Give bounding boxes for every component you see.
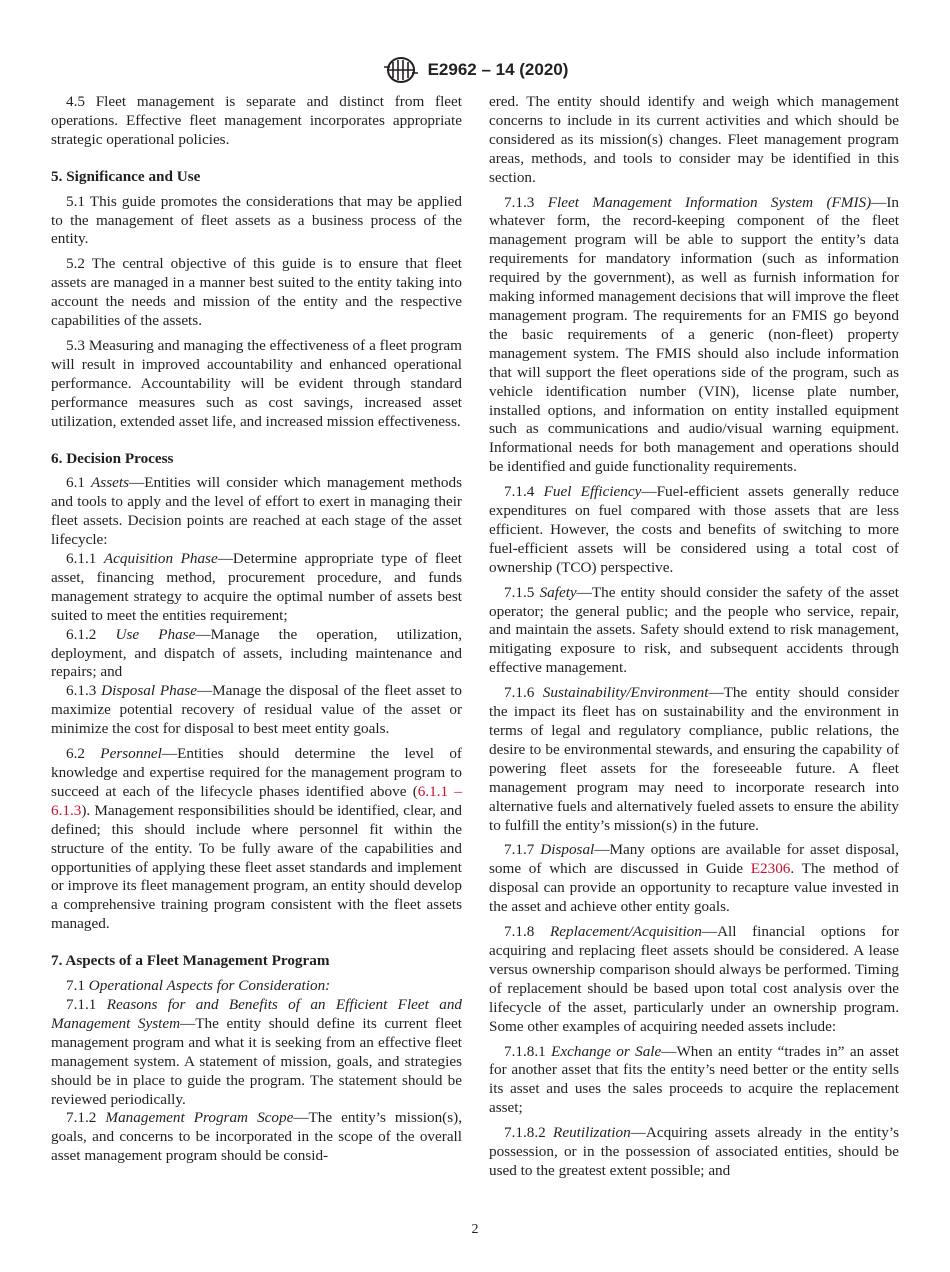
paragraph-4-5: 4.5 Fleet management is separate and distinct from fleet operations. Effective fleet management incorporates appropriate strategic operational policies. <box>51 93 462 148</box>
paragraph-7-1-1: 7.1.1 Reasons for and Benefits of an Efficient Fleet and Management System—The entity should define its current fleet management program and what it is seeking from an effective fleet management system. A statement of mission, goals, and strategies should be in place to guide the program. The statement should be reviewed periodically. <box>51 995 463 1108</box>
page-number: 2 <box>471 1222 479 1237</box>
paragraph-7-1-5: 7.1.5 Safety—The entity should consider the safety of the asset operator; the general public; and the people who service, repair, and maintain the assets. Safety should extend to risk management, mitigating exposure to risk, and subsequent accidents through effective management. <box>489 583 900 677</box>
paragraph-7-1: 7.1 Operational Aspects for Consideration: <box>66 977 331 995</box>
section-heading-7: 7. Aspects of a Fleet Management Program <box>51 952 330 970</box>
section-heading-6: 6. Decision Process <box>51 449 174 467</box>
right-column <box>489 93 899 1187</box>
paragraph-5-1: 5.1 This guide promotes the considerations that may be applied to the management of fleet assets as a business process of the entity. <box>51 192 462 248</box>
paragraph-7-1-4: 7.1.4 Fuel Efficiency—Fuel-efficient assets generally reduce expenditures on fuel compared with those assets that are less efficient. However, the costs and benefits of switching to more fuel-efficient assets will be considered using a total cost of ownership (TCO) perspective. <box>489 483 900 576</box>
standard-reference-link[interactable]: E2306 <box>750 860 791 878</box>
section-heading-5: 5. Significance and Use <box>51 167 201 185</box>
paragraph-6-1-1: 6.1.1 Acquisition Phase—Determine appropriate type of fleet asset, financing method, procurement procedure, and funds management strategy to acquire the optimal number of assets best suited to meet the entities requirement; <box>51 550 462 624</box>
paragraph-5-3: 5.3 Measuring and managing the effectiveness of a fleet program will result in improved accountability and enhanced operational performance. Accountability will be evident through standard performance measures such as cost savings, increased asset utilization, extended asset life, and increased mission effectiveness. <box>51 336 462 430</box>
paragraph-7-1-8-2: 7.1.8.2 Reutilization—Acquiring assets already in the entity’s possession, or in the possession of associated entities, should be used to the greatest extent possible; and <box>489 1124 899 1179</box>
paragraph-5-2: 5.2 The central objective of this guide is to ensure that fleet assets are managed in a manner best suited to the entity taking into account the needs and mission of the entity and the respective capabilities of the assets. <box>51 255 462 330</box>
paragraph-7-1-8-1: 7.1.8.1 Exchange or Sale—When an entity “trades in” an asset for another asset that fits the entity’s need better or the entity sells its asset and uses the sales proceeds to acquire the replacement asset; <box>489 1042 900 1117</box>
astm-logo-icon <box>382 56 420 84</box>
cross-reference-link[interactable]: 6.1.1 – 6.1.3 <box>51 782 463 819</box>
paragraph-6-1: 6.1 Assets—Entities will consider which management methods and tools to apply and the level of effort to exert in managing their fleet assets. Decision points are reached at each stage of the asset lifecycle: <box>51 474 463 549</box>
paragraph-7-1-8: 7.1.8 Replacement/Acquisition—All financial options for acquiring and replacing fleet assets should be considered. A lease versus ownership comparison should always be performed. Timing of replacement should be based upon total cost analysis over the lifecycle of the asset, particularly under an ownership program. Some other examples of acquiring needed assets include: <box>489 923 899 1035</box>
paragraph-6-2: 6.2 Personnel—Entities should determine the level of knowledge and expertise required for the management program to succeed at each of the lifecycle phases identified above (6.1.1 – 6.1.3). Management responsibilities should be identified, clear, and defined; this should include where personnel fit within the structure of the entity. To be fully aware of the capabilities and opportunities of applying these fleet asset standards and implement or improve its fleet management program, an entity should develop a comprehensive training program consistent with the fleet assets managed. <box>51 745 463 933</box>
paragraph-6-1-3: 6.1.3 Disposal Phase—Manage the disposal of the fleet asset to maximize potential recovery of residual value of the asset or minimize the cost for disposal to best meet entity goals. <box>51 682 463 738</box>
left-column <box>51 93 462 1166</box>
paragraph-7-1-2: 7.1.2 Management Program Scope—The entity’s mission(s), goals, and concerns to be incorporated in the scope of the overall asset management program should be consid- <box>51 1109 462 1165</box>
standard-designation: E2962 – 14 (2020) <box>427 60 569 79</box>
paragraph-7-1-2-continued: ered. The entity should identify and weigh which management concerns to include in its current activities and which should be considered as its mission(s) changes. Fleet management program areas, methods, and tools to consider may be identified in this section. <box>489 93 899 186</box>
paragraph-7-1-7: 7.1.7 Disposal—Many options are available for asset disposal, some of which are discussed in Guide E2306. The method of disposal can provide an opportunity to recapture value invested in the asset and achieve other entity goals. <box>489 841 899 916</box>
page-header <box>0 56 950 84</box>
paragraph-7-1-6: 7.1.6 Sustainability/Environment—The entity should consider the impact its fleet has on sustainability and the environment in terms of legal and regulatory compliance, public relations, the desire to be environmental stewards, and ensuring the capability of powering fleet assets for the foreseeable future. A fleet management program may need to incorporate research into alternative fuels and alternatively fueled assets to ensure the ability to fulfill the entity’s mission(s) in the future. <box>489 684 900 834</box>
paragraph-7-1-3: 7.1.3 Fleet Management Information System (FMIS)—In whatever form, the record-keeping component of the fleet management program will be able to support the entity’s data requirements for mandatory information (such as information required by the government), as well as furnish information for making informed management decisions that will improve the fleet management program. The requirements for an FMIS go beyond the basic requirements of a generic (non-fleet) property management system. The FMIS should also include information that will support the fleet operations side of the program, such as vehicle identification number (VIN), license plate number, installed options, and information on entity installed equipment such as communications and audio/visual warning equipment. Informational needs for both management and operations should be identified and guide functionality requirements. <box>489 193 900 476</box>
paragraph-6-1-2: 6.1.2 Use Phase—Manage the operation, utilization, deployment, and dispatch of assets, including maintenance and repairs; and <box>51 625 462 681</box>
